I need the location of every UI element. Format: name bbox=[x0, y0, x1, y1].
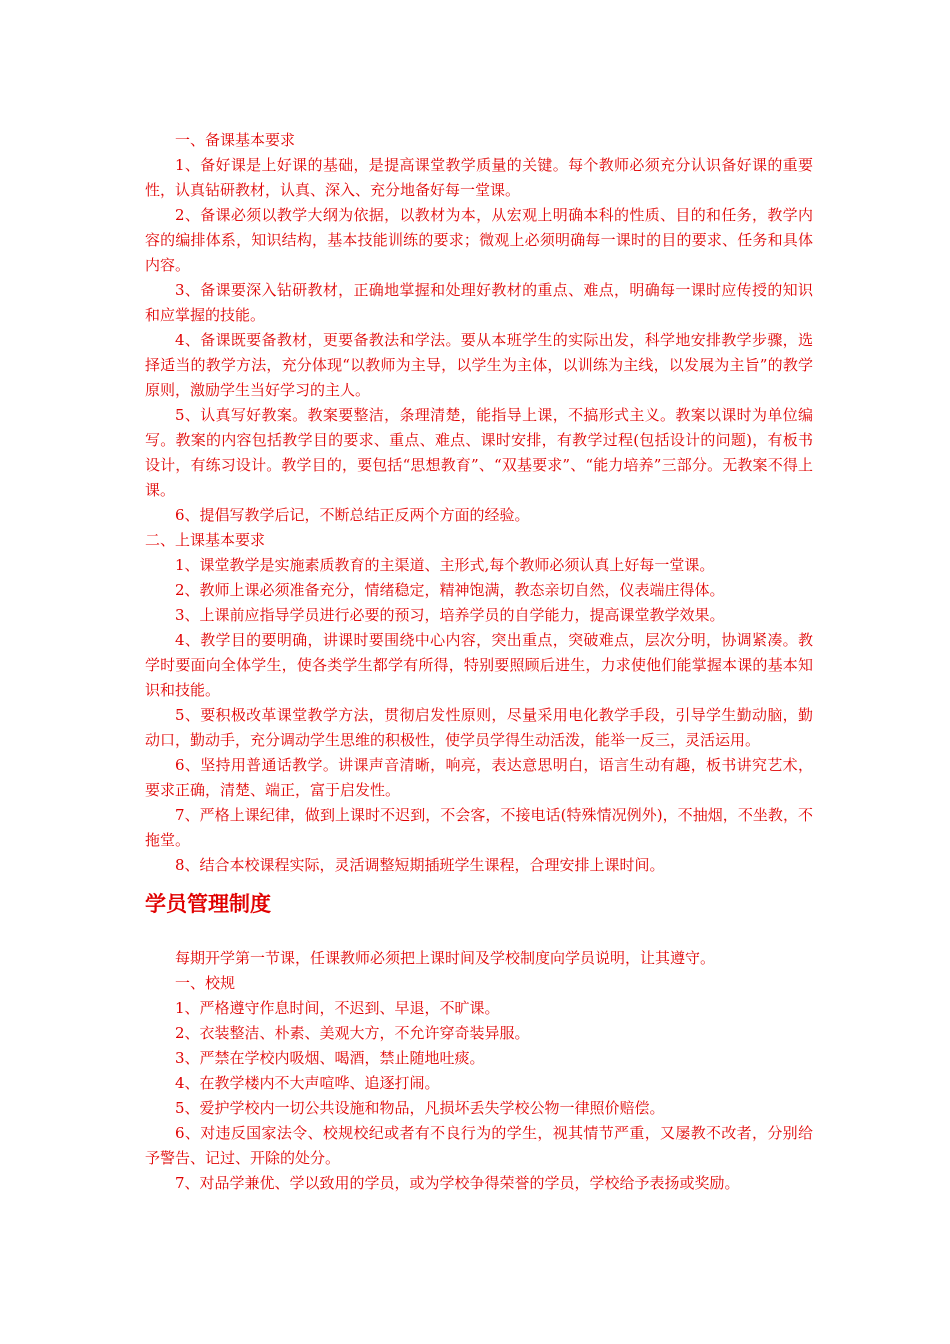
paragraph: 1、严格遵守作息时间，不迟到、早退，不旷课。 bbox=[175, 999, 500, 1017]
paragraph: 7、对品学兼优、学以致用的学员，或为学校争得荣誉的学员，学校给予表扬或奖励。 bbox=[175, 1174, 740, 1192]
paragraph: 2、备课必须以教学大纲为依据，以教材为本，从宏观上明确本科的性质、目的和任务，教学内容的编排体系，知识结构，基本技能训练的要求；微观上必须明确每一课时的目的要求、任务和具体内容。 bbox=[145, 206, 813, 274]
paragraph: 7、严格上课纪律，做到上课时不迟到，不会客，不接电话(特殊情况例外)，不抽烟，不坐教，不拖堂。 bbox=[145, 806, 813, 849]
section-heading-class-teaching: 二、上课基本要求 bbox=[145, 531, 266, 549]
paragraph: 8、结合本校课程实际，灵活调整短期插班学生课程，合理安排上课时间。 bbox=[175, 856, 665, 874]
paragraph: 5、爱护学校内一切公共设施和物品，凡损坏丢失学校公物一律照价赔偿。 bbox=[175, 1099, 665, 1117]
paragraph: 2、教师上课必须准备充分，情绪稳定，精神饱满，教态亲切自然，仪表端庄得体。 bbox=[175, 581, 725, 599]
paragraph: 4、备课既要备教材，更要备教法和学法。要从本班学生的实际出发，科学地安排教学步骤，选择适当的教学方法，充分体现“以教师为主导，以学生为主体，以训练为主线，以发展为主旨”的教学原则，激励学生当好学习的主人。 bbox=[145, 331, 813, 399]
document-title: 学员管理制度 bbox=[145, 892, 271, 916]
paragraph: 5、认真写好教案。教案要整洁，条理清楚，能指导上课，不搞形式主义。教案以课时为单位编写。教案的内容包括教学目的要求、重点、难点、课时安排，有教学过程(包括设计的问题)，有板书设计，有练习设计。教学目的，要包括“思想教育”、“双基要求”、“能力培养”三部分。无教案不得上课。 bbox=[145, 406, 813, 499]
paragraph: 2、衣装整洁、朴素、美观大方，不允许穿奇装异服。 bbox=[175, 1024, 530, 1042]
paragraph: 6、提倡写教学后记，不断总结正反两个方面的经验。 bbox=[175, 506, 530, 524]
paragraph: 6、坚持用普通话教学。讲课声音清晰，响亮，表达意思明白，语言生动有趣，板书讲究艺术，要求正确，清楚、端正，富于启发性。 bbox=[145, 756, 813, 799]
paragraph: 1、课堂教学是实施素质教育的主渠道、主形式,每个教师必须认真上好每一堂课。 bbox=[175, 556, 715, 574]
document-body bbox=[145, 128, 813, 1196]
paragraph: 4、教学目的要明确，讲课时要围绕中心内容，突出重点，突破难点，层次分明，协调紧凑。教学时要面向全体学生，使各类学生都学有所得，特别要照顾后进生，力求使他们能掌握本课的基本知识和技能。 bbox=[145, 631, 813, 699]
paragraph: 3、上课前应指导学员进行必要的预习，培养学员的自学能力，提高课堂教学效果。 bbox=[175, 606, 725, 624]
paragraph: 6、对违反国家法令、校规校纪或者有不良行为的学生，视其情节严重，又屡教不改者，分别给予警告、记过、开除的处分。 bbox=[145, 1124, 813, 1167]
section-heading-school-rules: 一、校规 bbox=[175, 974, 236, 992]
intro-paragraph: 每期开学第一节课，任课教师必须把上课时间及学校制度向学员说明，让其遵守。 bbox=[175, 949, 716, 967]
paragraph: 5、要积极改革课堂教学方法，贯彻启发性原则，尽量采用电化教学手段，引导学生勤动脑，勤动口，勤动手，充分调动学生思维的积极性，使学员学得生动活泼，能举一反三，灵活运用。 bbox=[145, 706, 813, 749]
paragraph: 4、在教学楼内不大声喧哗、追逐打闹。 bbox=[175, 1074, 440, 1092]
paragraph: 3、备课要深入钻研教材，正确地掌握和处理好教材的重点、难点，明确每一课时应传授的知识和应掌握的技能。 bbox=[145, 281, 813, 324]
paragraph: 3、严禁在学校内吸烟、喝酒，禁止随地吐痰。 bbox=[175, 1049, 485, 1067]
section-heading-lesson-prep: 一、备课基本要求 bbox=[175, 131, 296, 149]
paragraph: 1、备好课是上好课的基础，是提高课堂教学质量的关键。每个教师必须充分认识备好课的重要性，认真钻研教材，认真、深入、充分地备好每一堂课。 bbox=[145, 156, 813, 199]
